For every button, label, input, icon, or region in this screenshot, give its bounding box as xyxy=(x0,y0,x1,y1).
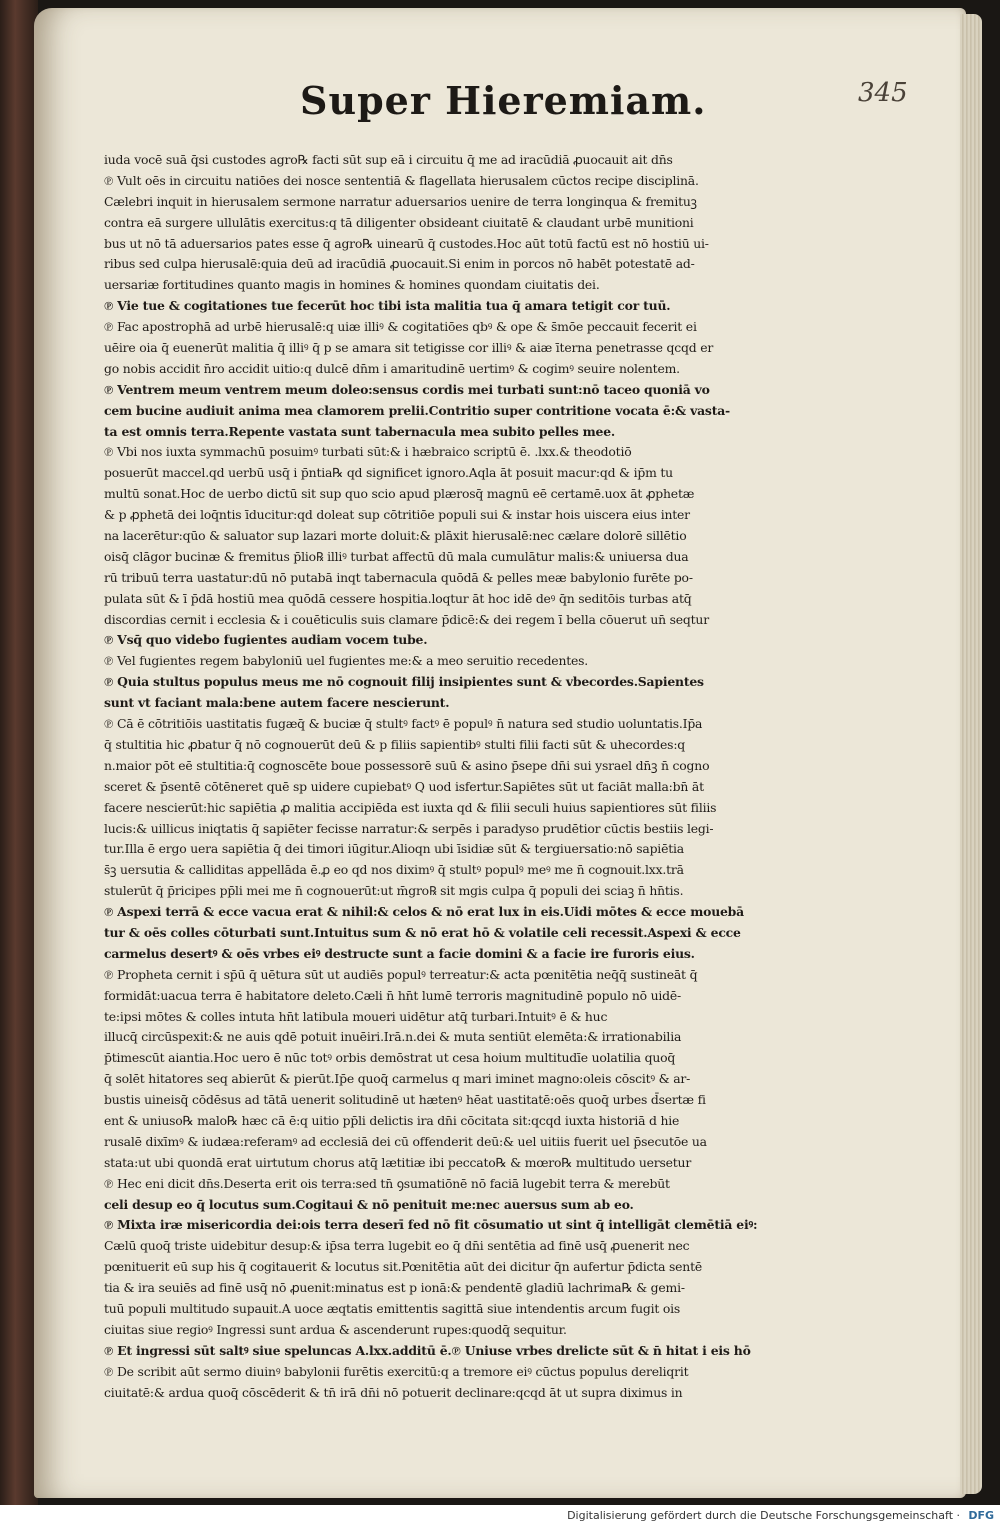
text-line: p̄timescūt aiantia.Hoc uero ē nūc totꝰ orbis demōstrat ut cesa hoium multitudīe uolatilia quoq̄ xyxy=(104,1050,676,1066)
text-line: ℗ Mixta iræ misericordia dei:ois terra deserī fed nō fit cōsumatio ut sint q̄ intelligāt clemētiā eiꝰ: xyxy=(104,1217,758,1233)
text-line: ℗ Vsq̄ quo videbo fugientes audiam vocem tube. xyxy=(104,632,428,648)
text-line: s̄ꝫ uersutia & calliditas appellāda ē.ꝓ eo qd nos diximꝰ q̄ stultꝰ populꝰ meꝰ me n̄ cognouit.lxx.trā xyxy=(104,862,684,878)
text-line: q̄ stultitia hic ꝓbatur q̄ nō cognouerūt deū & p filiis sapientibꝰ stulti filii facti sūt & uhecordes:q xyxy=(104,736,686,752)
text-line: tur.Illa ē ergo uera sapiētia q̄ dei timori iūgitur.Alioqn ubi īsidiæ sūt & tergiuersatio:nō sapiētia xyxy=(104,841,684,857)
book-spine xyxy=(0,0,38,1505)
text-line: te:ipsi mōtes & colles intuta hn̄t latibula moueri uidētur atq̄ turbari.Intuitꝰ ē & huc xyxy=(104,1008,608,1024)
text-line: cem bucine audiuit anima mea clamorem prelii.Contritio super contritione vocata ē:& vasta- xyxy=(104,402,730,418)
text-line: ℗ Vult oēs in circuitu natiōes dei nosce sententiā & flagellata hierusalem cūctos recipe disciplinā. xyxy=(104,172,699,188)
text-line: pœnituerit eū sup his q̄ cogitauerit & locutus sit.Pœnitētia aūt dei dicitur q̄n aufertur p̄dicta sentē xyxy=(104,1259,702,1275)
text-line: Cælebri inquit in hierusalem sermone narratur aduersarios uenire de terra longinqua & fremituꝫ xyxy=(104,193,697,209)
text-line: facere nescierūt:hic sapiētia ꝓ malitia accipiēda est iuxta qd & filii seculi huius sapientiores sūt filiis xyxy=(104,799,717,815)
text-line: carmelus desertꝰ & oēs vrbes eiꝰ destructe sunt a facie domini & a facie ire furoris eius. xyxy=(104,945,695,961)
text-line: go nobis accidit n̄ro accidit uitio:q dulcē dn̄m i amaritudinē uertimꝰ & cogimꝰ seuire nolentem. xyxy=(104,360,680,376)
text-line: ℗ Et ingressi sūt saltꝰ siue speluncas A.lxx.additū ē.℗ Uniuse vrbes drelicte sūt & n̄ hitat i eis hō xyxy=(104,1342,751,1358)
text-line: ℗ Ventrem meum ventrem meum doleo:sensus cordis mei turbati sunt:nō taceo quoniā vo xyxy=(104,381,710,397)
text-line: pulata sūt & ī p̄dā hostiū mea quōdā cessere hospitia.loqtur āt hoc idē deꝰ q̄n seditōis turbas atq̄ xyxy=(104,590,692,606)
text-line: tia & ira seuiēs ad finē usq̄ nō ꝓuenit:minatus est p ionā:& pendentē gladiū lachrima℞ & gemi- xyxy=(104,1280,685,1296)
text-line: discordias cernit i ecclesia & i couēticulis suis clamare p̄dicē:& dei regem ī bella cōuerut un̄ seqtur xyxy=(104,611,709,627)
text-line: ta est omnis terra.Repente vastata sunt tabernacula mea subito pelles mee. xyxy=(104,423,616,439)
commentary-text xyxy=(104,150,774,1403)
text-line: ℗ Hec eni dicit dn̄s.Deserta erit ois terra:sed tn̄ ꝯsumatiōnē nō faciā lugebit terra & merebūt xyxy=(104,1175,670,1191)
text-line: rusalē dixīmꝰ & iudæa:referamꝰ ad ecclesiā dei cū offenderit deū:& uel uitiis fuerit uel p̄secutōe ua xyxy=(104,1133,707,1149)
text-line: lucis:& uillicus iniqtatis q̄ sapiēter fecisse narratur:& serpēs i paradyso prudētior cūctis bestiis legi- xyxy=(104,820,714,836)
text-line: rū tribuū terra uastatur:dū nō putabā inqt tabernacula quōdā & pelles meæ babylonio furēte po- xyxy=(104,569,693,585)
folio-number: 345 xyxy=(858,78,908,108)
text-line: tuū populi multitudo supauit.A uoce æqtatis emittentis sagittā siue intendentis arcum fugit ois xyxy=(104,1300,681,1316)
text-line: Cælū quoq̄ triste uidebitur desup:& ip̄sa terra lugebit eo q̄ dn̄i sentētia ad finē usq̄ ꝓuenerit nec xyxy=(104,1238,690,1254)
footer-bar xyxy=(0,1505,1000,1529)
text-line: ℗ Aspexi terrā & ecce vacua erat & nihil:& celos & nō erat lux in eis.Uidi mōtes & ecce mouebā xyxy=(104,904,744,920)
text-line: ribus sed culpa hierusalē:quia deū ad iracūdiā ꝓuocauit.Si enim in porcos nō habēt potestatē ad- xyxy=(104,256,695,272)
text-line: ℗ Fac apostrophā ad urbē hierusalē:q uiæ illiꝰ & cogitatiōes qbꝰ & ope & s̄mōe peccauit fecerit ei xyxy=(104,319,697,335)
page-edges xyxy=(960,14,982,1494)
text-line: bus ut nō tā aduersarios pates esse q̄ agro℞ uinearū q̄ custodes.Hoc aūt totū factū est nō hostiū ui- xyxy=(104,235,709,251)
text-line: oisq̄ clāgor bucinæ & fremitus p̄lio℞ illiꝰ turbat affectū dū mala cumulātur malis:& uniuersa dua xyxy=(104,548,689,564)
text-line: sceret & p̄sentē cōtēneret quē sp uidere cupiebatꝰ Q uod isfertur.Sapiētes sūt ut faciāt malla:bn̄ āt xyxy=(104,778,704,794)
text-line: uersariæ fortitudines quanto magis in homines & homines quondam ciuitatis dei. xyxy=(104,277,600,293)
text-line: uēire oia q̄ euenerūt malitia q̄ illiꝰ q̄ p se amara sit tetigisse cor illiꝰ & aiæ īterna penetrasse qcqd er xyxy=(104,340,714,356)
text-line: celi desup eo q̄ locutus sum.Cogitaui & nō penituit me:nec auersus sum ab eo. xyxy=(104,1196,634,1212)
text-line: sunt vt faciant mala:bene autem facere nescierunt. xyxy=(104,695,450,711)
text-line: iuda vocē suā q̄si custodes agro℞ facti sūt sup eā i circuitu q̄ me ad iracūdiā ꝓuocauit ait dn̄s xyxy=(104,152,673,167)
text-line: formidāt:uacua terra ē habitatore deleto.Cæli n̄ hn̄t lumē terroris magnitudinē populo nō uidē- xyxy=(104,987,682,1003)
text-line: stata:ut ubi quondā erat uirtutum chorus atq̄ lætitiæ ibi peccato℞ & mœro℞ multitudo uersetur xyxy=(104,1154,692,1170)
text-line: na lacerētur:qūo & saluator sup lazari morte doluit:& plāxit hierusalē:nec cælare dolorē sillētio xyxy=(104,528,687,544)
text-line: q̄ solēt hitatores seq abierūt & pierūt.Ip̄e quoq̄ carmelus q mari iminet magno:oleis cōscitꝰ & ar- xyxy=(104,1071,691,1087)
text-line: contra eā surgere ullulātis exercitus:q tā diligenter obsideant ciuitatē & claudant urbē munitioni xyxy=(104,214,694,230)
dfg-logo: DFG xyxy=(968,1509,994,1522)
text-line: bustis uineisq̄ cōdēsus ad tātā uenerit solitudinē ut hætenꝰ hēat uastitatē:oēs quoq̄ urbes d̄sertæ fi xyxy=(104,1092,706,1108)
text-line: ent & uniuso℞ malo℞ hæc cā ē:q uitio pp̄li delictis ira dn̄i cōcitata sit:qcqd iuxta historiā d hie xyxy=(104,1112,680,1128)
digitization-credit: Digitalisierung gefördert durch die Deutsche Forschungsgemeinschaft · xyxy=(567,1509,960,1522)
text-line: ℗ De scribit aūt sermo diuinꝰ babylonii furētis exercitū:q a tremore eiꝰ cūctus populus dereliqrit xyxy=(104,1363,689,1379)
text-line: ℗ Propheta cernit i sp̄ū q̄ uētura sūt ut audiēs populꝰ terreatur:& acta pœnitētia neq̄q̄ sustineāt q̄ xyxy=(104,966,698,982)
text-line: stulerūt q̄ p̄ricipes pp̄li mei me n̄ cognouerūt:ut m̄gro℞ sit mgis culpa q̄ populi dei sciaꝫ n̄ hn̄tis. xyxy=(104,883,684,899)
text-line: & p ꝓphetā dei loq̄ntis īducitur:qd doleat sup cōtritiōe populi sui & instar hois uiscera eius inter xyxy=(104,507,690,523)
running-head: Super Hieremiam. xyxy=(300,78,707,123)
text-line: ℗ Cā ē cōtritiōis uastitatis fugæq̄ & buciæ q̄ stultꝰ factꝰ ē populꝰ n̄ natura sed studio uoluntatis.Ip̄a xyxy=(104,716,703,732)
text-line: ℗ Vbi nos iuxta symmachū posuimꝰ turbati sūt:& i hæbraico scriptū ē. .lxx.& theodotiō xyxy=(104,444,632,460)
text-line: multū sonat.Hoc de uerbo dictū sit sup quo scio apud plærosq̄ magnū eē certamē.uox āt ꝓphetæ xyxy=(104,486,695,502)
text-line: ℗ Vel fugientes regem babyloniū uel fugientes me:& a meo seruitio recedentes. xyxy=(104,653,589,669)
text-line: posuerūt maccel.qd uerbū usq̄ i p̄ntia℞ qd significet ignoro.Aqla āt posuit macur:qd & ip̄m tu xyxy=(104,465,673,481)
text-line: ℗ Vie tue & cogitationes tue fecerūt hoc tibi ista malitia tua q̄ amara tetigit cor tuū. xyxy=(104,298,671,314)
text-line: tur & oēs colles cōturbati sunt.Intuitus sum & nō erat hō & volatile celi recessit.Aspexi & ecce xyxy=(104,924,741,940)
text-line: ciuitas siue regioꝰ Ingressi sunt ardua & ascenderunt rupes:quodq̄ sequitur. xyxy=(104,1321,567,1337)
text-line: ℗ Quia stultus populus meus me nō cognouit filij insipientes sunt & vbecordes.Sapientes xyxy=(104,674,704,690)
text-line: ciuitatē:& ardua quoq̄ cōscēderit & tn̄ irā dn̄i nō potuerit declinare:qcqd āt ut supra diximus in xyxy=(104,1384,683,1400)
text-line: n.maior pōt eē stultitia:q̄ cognoscēte boue possessorē suū & asino p̄sepe dn̄i sui ysrael dn̄ꝫ n̄ cogno xyxy=(104,757,710,773)
text-line: illucq̄ circūspexit:& ne auis qdē potuit inuēiri.Irā.n.dei & muta sentiūt elemēta:& irrationabilia xyxy=(104,1029,682,1045)
